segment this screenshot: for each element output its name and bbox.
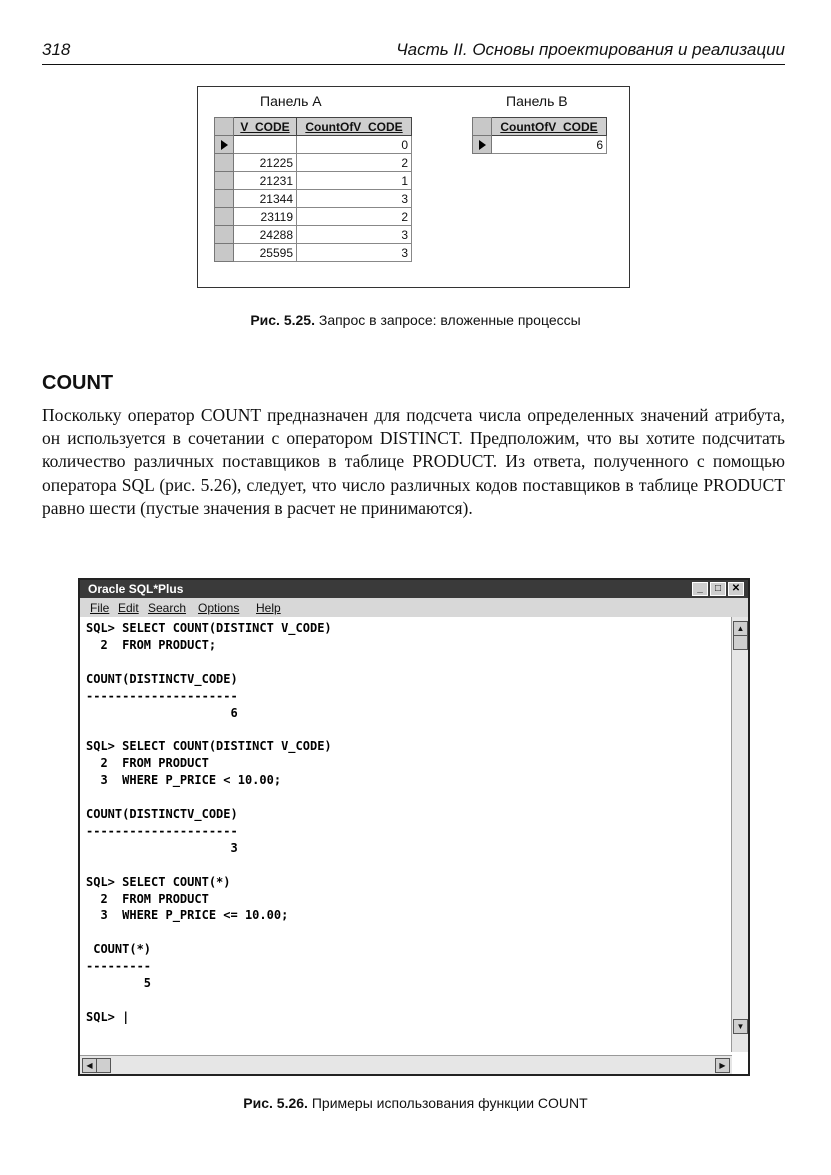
table-row[interactable]	[215, 172, 412, 190]
scroll-left-icon[interactable]: ◀	[82, 1058, 97, 1073]
console-line: 5	[86, 976, 152, 991]
minimize-button[interactable]: _	[692, 582, 708, 596]
column-header-v-code[interactable]: V_CODE	[234, 118, 297, 136]
menu-search[interactable]: Search	[148, 601, 187, 615]
console-line: COUNT(DISTINCTV_CODE)	[86, 671, 238, 686]
caption-text: Запрос в запросе: вложенные процессы	[318, 312, 581, 328]
panel-a-datasheet	[214, 117, 412, 262]
close-button[interactable]: ✕	[728, 582, 744, 596]
row-selector[interactable]	[215, 208, 234, 226]
page-header	[42, 40, 785, 65]
menu-file[interactable]: File	[90, 601, 110, 615]
console-line: 2 FROM PRODUCT;	[86, 637, 217, 652]
current-row-arrow-icon	[479, 140, 486, 150]
row-selector-current[interactable]	[215, 136, 234, 154]
console-line: 3 WHERE P_PRICE <= 10.00;	[86, 908, 289, 923]
panel-b-datasheet	[472, 117, 607, 154]
cell-count[interactable]: 2	[297, 208, 412, 226]
figure-5-26-caption	[0, 1095, 831, 1111]
cell-v-code[interactable]: 21231	[234, 172, 297, 190]
row-selector[interactable]	[215, 244, 234, 262]
table-row[interactable]	[215, 226, 412, 244]
console-line: SQL> SELECT COUNT(DISTINCT V_CODE)	[86, 739, 332, 754]
sqlplus-window	[78, 578, 750, 1076]
cell-count[interactable]: 3	[297, 244, 412, 262]
console-line: COUNT(*)	[86, 942, 152, 957]
table-row[interactable]	[215, 136, 412, 154]
cell-count[interactable]: 3	[297, 190, 412, 208]
hscroll-thumb[interactable]	[96, 1058, 111, 1073]
console-line: COUNT(DISTINCTV_CODE)	[86, 806, 238, 821]
console-line: SQL> SELECT COUNT(DISTINCT V_CODE)	[86, 621, 332, 635]
row-selector-current[interactable]	[473, 136, 492, 154]
current-row-arrow-icon	[221, 140, 228, 150]
figure-5-25	[197, 86, 630, 288]
caption-label: Рис. 5.26.	[243, 1095, 308, 1111]
cell-v-code[interactable]: 23119	[234, 208, 297, 226]
cell-count[interactable]: 3	[297, 226, 412, 244]
cell-count[interactable]: 0	[297, 136, 412, 154]
window-title: Oracle SQL*Plus	[88, 582, 184, 596]
console-line: ---------	[86, 959, 152, 974]
cell-v-code[interactable]: 25595	[234, 244, 297, 262]
table-row[interactable]	[215, 244, 412, 262]
table-row[interactable]	[215, 190, 412, 208]
cell-v-code[interactable]: 21344	[234, 190, 297, 208]
console-line	[86, 654, 726, 671]
console-line	[86, 992, 726, 1009]
console-line	[86, 789, 726, 806]
sql-console-output[interactable]	[86, 620, 726, 1026]
cell-count[interactable]: 2	[297, 154, 412, 172]
section-title: COUNT	[42, 372, 114, 394]
scroll-right-icon[interactable]: ▶	[715, 1058, 730, 1073]
cell-count[interactable]: 1	[297, 172, 412, 190]
column-header-countofv-code[interactable]: CountOfV_CODE	[492, 118, 607, 136]
caption-text: Примеры использования функции COUNT	[311, 1095, 588, 1111]
window-titlebar[interactable]	[80, 580, 748, 598]
console-line: SQL> SELECT COUNT(*)	[86, 874, 231, 889]
row-selector[interactable]	[215, 172, 234, 190]
console-line: ---------------------	[86, 688, 238, 703]
console-line	[86, 857, 726, 874]
row-selector-header	[215, 118, 234, 136]
cell-count[interactable]: 6	[492, 136, 607, 154]
row-selector[interactable]	[215, 190, 234, 208]
row-selector-header	[473, 118, 492, 136]
console-line: 2 FROM PRODUCT	[86, 891, 209, 906]
menu-options[interactable]: Options	[198, 601, 240, 615]
cell-v-code[interactable]: 21225	[234, 154, 297, 172]
maximize-button[interactable]: □	[710, 582, 726, 596]
panel-a-title: Панель A	[260, 93, 322, 109]
row-selector[interactable]	[215, 226, 234, 244]
cell-v-code[interactable]: 24288	[234, 226, 297, 244]
panel-b-header-row	[473, 118, 607, 136]
running-head: Часть II. Основы проектирования и реализации	[396, 40, 785, 59]
table-row[interactable]	[473, 136, 607, 154]
column-header-countofv-code[interactable]: CountOfV_CODE	[297, 118, 412, 136]
table-row[interactable]	[215, 208, 412, 226]
page-number: 318	[42, 40, 71, 59]
body-paragraph: Поскольку оператор COUNT предназначен для подсчета числа определенных значений атрибута, он используется в сочетании с оператором DISTINCT. Предположим, что вы хотите подсчитать количество различных поставщиков в таблице PRODUCT. Из ответа, полученного с помощью оператора SQL (рис. 5.26), следует, что число различных кодов поставщиков в таблице PRODUCT равно шести (пустые значения в расчет не принимаются).	[42, 405, 785, 518]
console-line: 2 FROM PRODUCT	[86, 756, 209, 771]
scroll-thumb[interactable]	[733, 635, 748, 650]
cell-v-code[interactable]	[234, 136, 297, 154]
figure-5-25-caption	[0, 312, 831, 328]
row-selector[interactable]	[215, 154, 234, 172]
vertical-scrollbar[interactable]	[731, 617, 748, 1052]
menu-edit[interactable]: Edit	[118, 601, 139, 615]
window-controls	[692, 582, 744, 596]
caption-label: Рис. 5.25.	[250, 312, 315, 328]
console-line	[86, 721, 726, 738]
menu-help[interactable]: Help	[256, 601, 281, 615]
console-line: ---------------------	[86, 823, 238, 838]
console-line: 6	[86, 705, 238, 720]
horizontal-scrollbar[interactable]	[80, 1055, 732, 1074]
console-line: 3 WHERE P_PRICE < 10.00;	[86, 773, 282, 788]
scroll-up-icon[interactable]: ▲	[733, 621, 748, 636]
panel-b-title: Панель B	[506, 93, 568, 109]
table-row[interactable]	[215, 154, 412, 172]
console-line: 3	[86, 840, 238, 855]
panel-a-header-row	[215, 118, 412, 136]
scroll-down-icon[interactable]: ▼	[733, 1019, 748, 1034]
console-line	[86, 924, 726, 941]
menu-bar	[80, 598, 748, 617]
console-line: SQL> |	[86, 1009, 130, 1024]
